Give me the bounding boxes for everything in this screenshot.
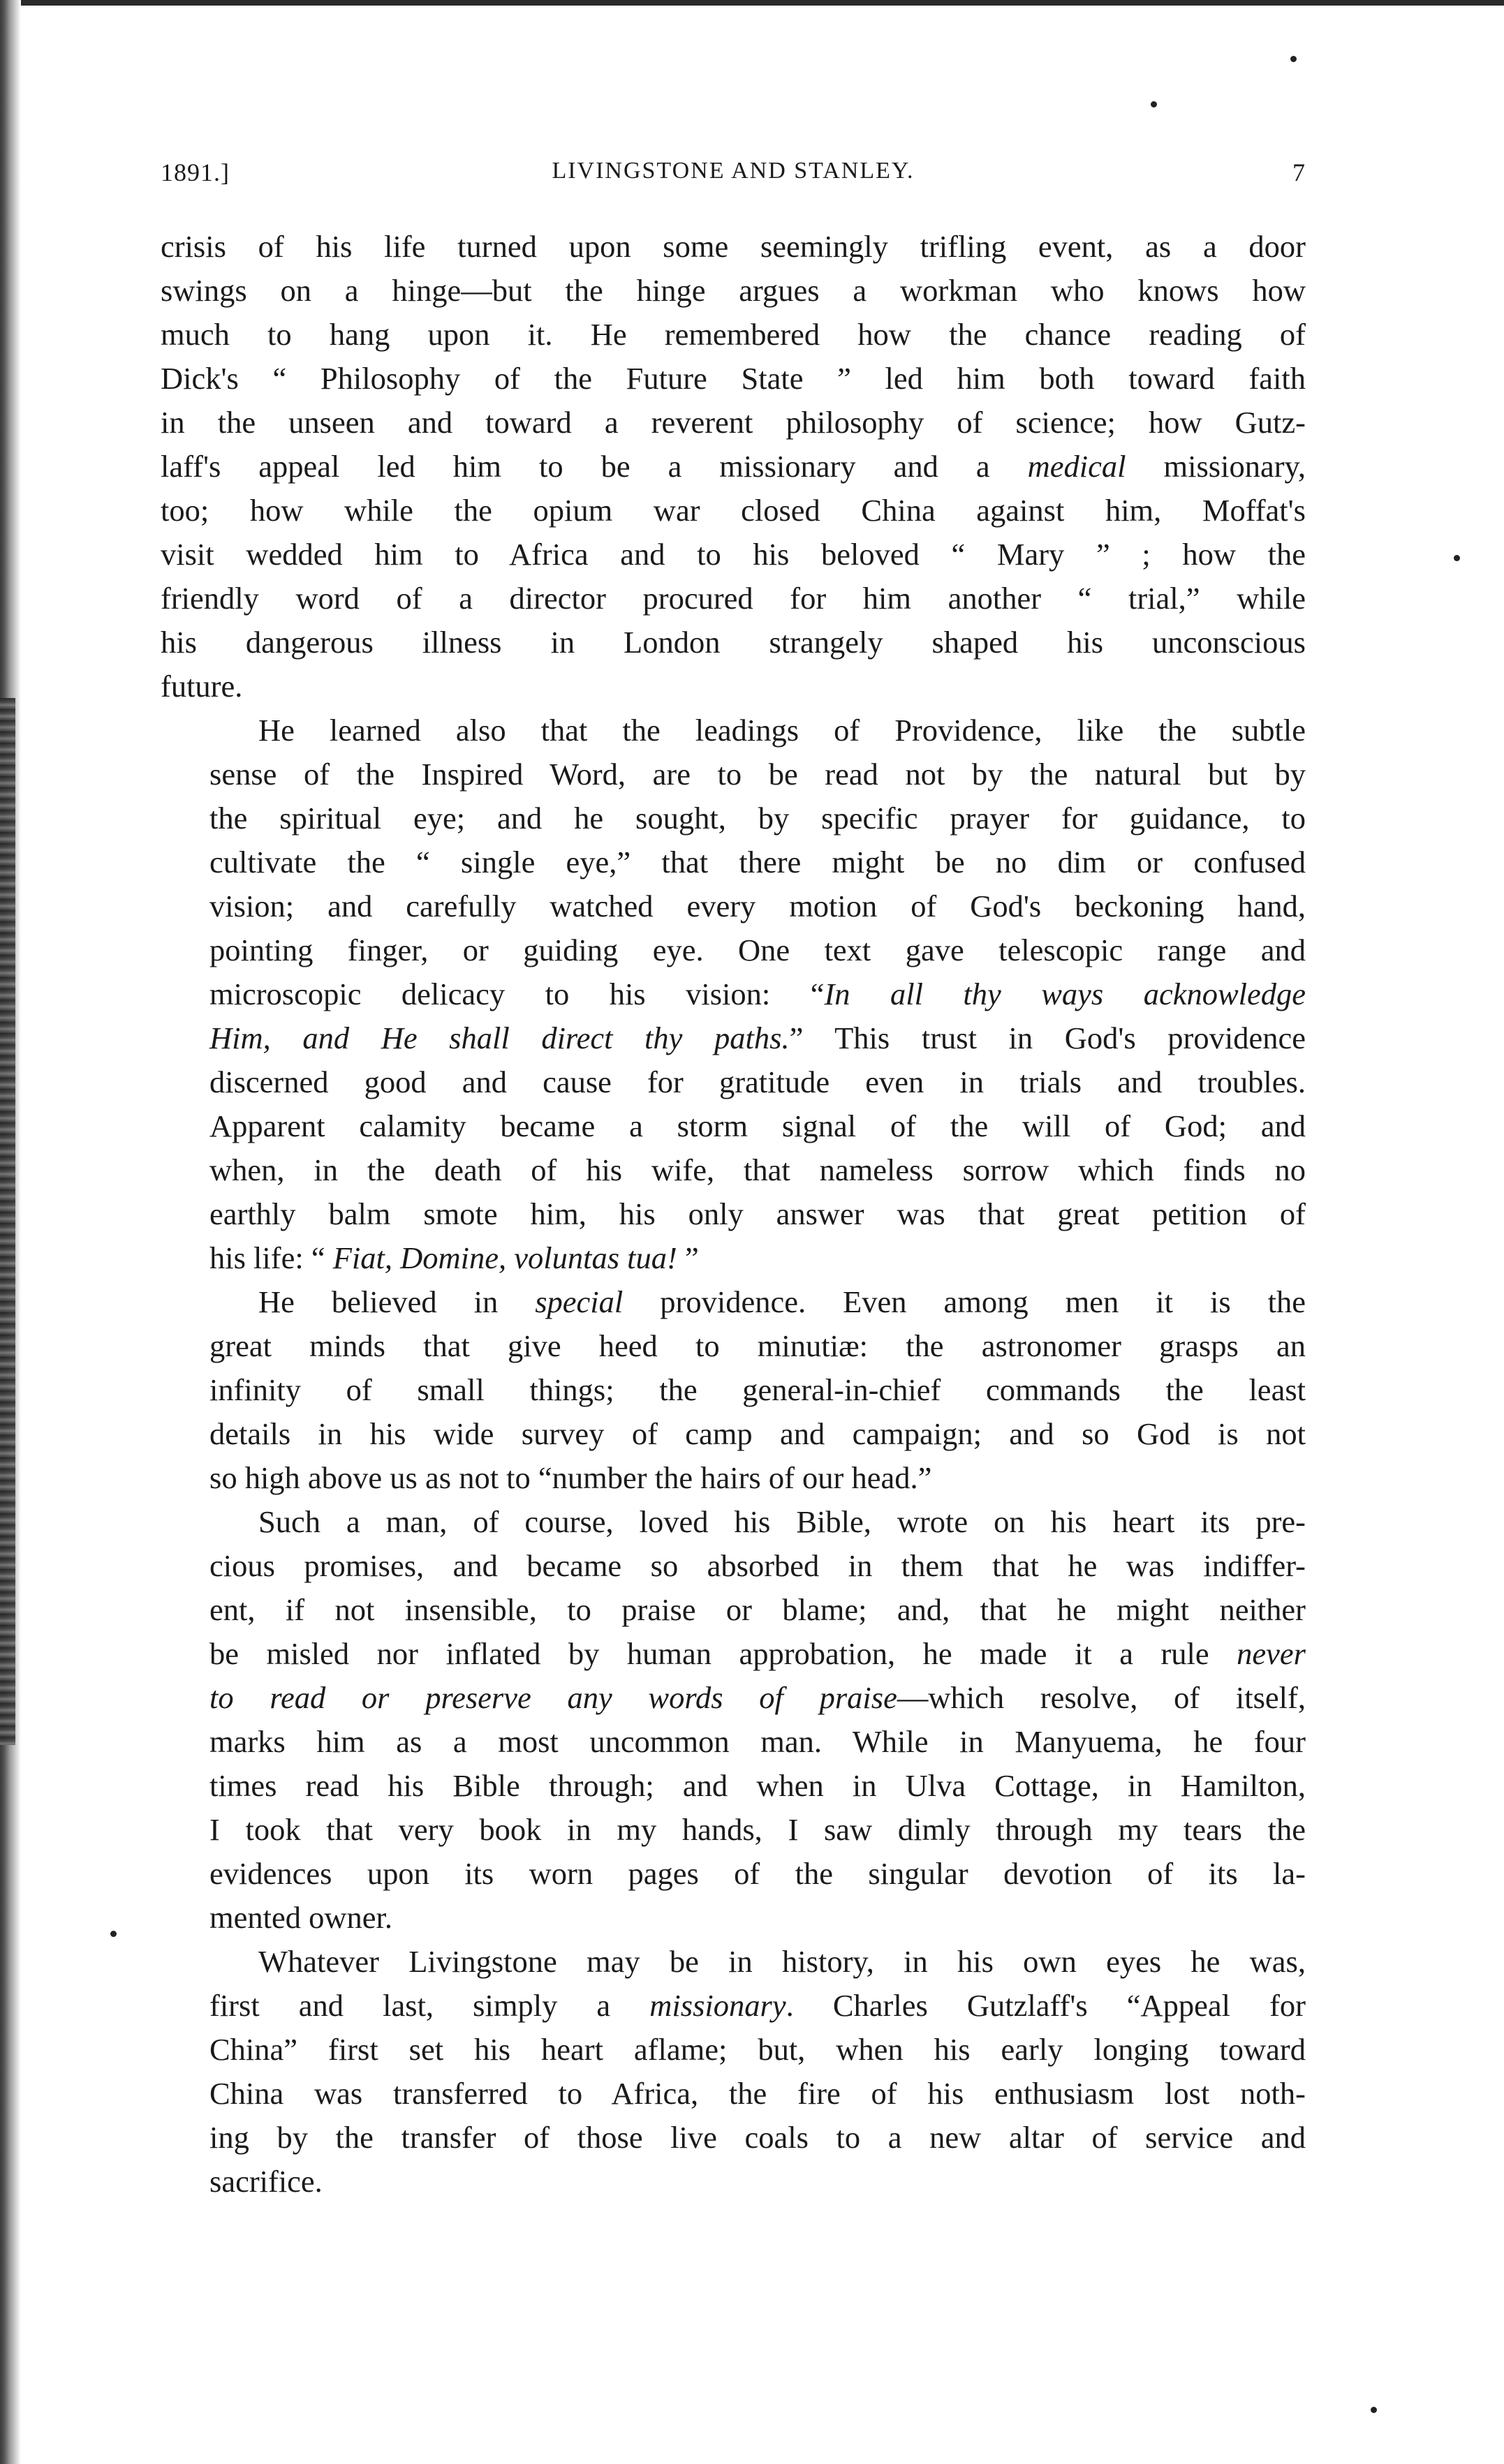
- text-line: swings on a hinge—but the hinge argues a workman who knows how: [161, 273, 1306, 308]
- text-line: crisis of his life turned upon some seemingly trifling event, as a door: [161, 229, 1306, 264]
- text-line: ent, if not insensible, to praise or blame; and, that he might neither: [209, 1592, 1306, 1627]
- text-line: his life: “ Fiat, Domine, voluntas tua! ”: [209, 1240, 699, 1275]
- text-line: mented owner.: [209, 1900, 392, 1935]
- text-line: the spiritual eye; and he sought, by specific prayer for guidance, to: [209, 801, 1306, 836]
- text-line: his dangerous illness in London strangely shaped his unconscious: [161, 625, 1306, 660]
- text-line: discerned good and cause for gratitude even in trials and troubles.: [209, 1064, 1306, 1099]
- text-line: sacrifice.: [209, 2164, 323, 2199]
- text-line: future.: [161, 669, 243, 704]
- text-line: when, in the death of his wife, that nameless sorrow which finds no: [209, 1152, 1306, 1187]
- text-line: He believed in special providence. Even among men it is the: [258, 1284, 1306, 1319]
- paragraph: [161, 708, 1306, 1280]
- scan-speck: [1454, 555, 1460, 561]
- paragraph: [161, 1940, 1306, 2204]
- text-line: laff's appeal led him to be a missionary and a medical missionary,: [161, 449, 1306, 484]
- text-line: cultivate the “ single eye,” that there might be no dim or confused: [209, 845, 1306, 880]
- running-head: [161, 158, 1306, 197]
- text-line: earthly balm smote him, his only answer was that great petition of: [209, 1196, 1306, 1231]
- text-line: He learned also that the leadings of Providence, like the subtle: [258, 713, 1306, 748]
- text-line: microscopic delicacy to his vision: “In all thy ways acknowledge: [209, 977, 1306, 1011]
- text-line: Whatever Livingstone may be in history, in his own eyes he was,: [258, 1944, 1306, 1979]
- text-line: infinity of small things; the general-in-chief commands the least: [209, 1372, 1306, 1407]
- text-line: friendly word of a director procured for him another “ trial,” while: [161, 581, 1306, 616]
- scan-speck: [1151, 101, 1157, 107]
- running-head-title: LIVINGSTONE AND STANLEY.: [552, 158, 915, 184]
- running-head-year: 1891.]: [161, 158, 230, 186]
- text-line: in the unseen and toward a reverent philosophy of science; how Gutz-: [161, 405, 1306, 440]
- scan-speck: [1371, 2407, 1377, 2413]
- text-line: China” first set his heart aflame; but, when his early longing toward: [209, 2032, 1306, 2067]
- text-line: so high above us as not to “number the hairs of our head.”: [209, 1460, 932, 1495]
- paragraph: [161, 1500, 1306, 1940]
- text-line: great minds that give heed to minutiæ: the astronomer grasps an: [209, 1328, 1306, 1363]
- text-line: Him, and He shall direct thy paths.” This trust in God's providence: [209, 1021, 1306, 1055]
- text-line: China was transferred to Africa, the fire of his enthusiasm lost noth-: [209, 2076, 1306, 2111]
- text-line: marks him as a most uncommon man. While in Manyuema, he four: [209, 1724, 1306, 1759]
- scan-speck: [110, 1931, 117, 1937]
- page-number: 7: [1292, 158, 1306, 186]
- text-line: Apparent calamity became a storm signal of the will of God; and: [209, 1108, 1306, 1143]
- page-binding-edge: [0, 698, 15, 1745]
- text-line: sense of the Inspired Word, are to be read not by the natural but by: [209, 757, 1306, 792]
- text-line: much to hang upon it. He remembered how the chance reading of: [161, 317, 1306, 352]
- paragraph: [161, 225, 1306, 708]
- text-line: evidences upon its worn pages of the singular devotion of its la-: [209, 1856, 1306, 1891]
- text-line: be misled nor inflated by human approbation, he made it a rule never: [209, 1636, 1306, 1671]
- text-line: ing by the transfer of those live coals to a new altar of service and: [209, 2120, 1306, 2155]
- text-line: pointing finger, or guiding eye. One text gave telescopic range and: [209, 933, 1306, 967]
- text-line: cious promises, and became so absorbed in them that he was indiffer-: [209, 1548, 1306, 1583]
- text-line: visit wedded him to Africa and to his beloved “ Mary ” ; how the: [161, 537, 1306, 572]
- text-line: Dick's “ Philosophy of the Future State ” led him both toward faith: [161, 361, 1306, 396]
- text-line: I took that very book in my hands, I saw dimly through my tears the: [209, 1812, 1306, 1847]
- body-text: [161, 225, 1306, 2204]
- text-line: first and last, simply a missionary. Charles Gutzlaff's “Appeal for: [209, 1988, 1306, 2023]
- text-line: details in his wide survey of camp and campaign; and so God is not: [209, 1416, 1306, 1451]
- text-line: too; how while the opium war closed China against him, Moffat's: [161, 493, 1306, 528]
- scan-speck: [1290, 56, 1297, 62]
- page-top-border: [21, 0, 1504, 6]
- text-line: times read his Bible through; and when in Ulva Cottage, in Hamilton,: [209, 1768, 1306, 1803]
- text-line: to read or preserve any words of praise—which resolve, of itself,: [209, 1680, 1306, 1715]
- paragraph: [161, 1280, 1306, 1500]
- text-line: vision; and carefully watched every motion of God's beckoning hand,: [209, 889, 1306, 923]
- text-line: Such a man, of course, loved his Bible, wrote on his heart its pre-: [258, 1504, 1306, 1539]
